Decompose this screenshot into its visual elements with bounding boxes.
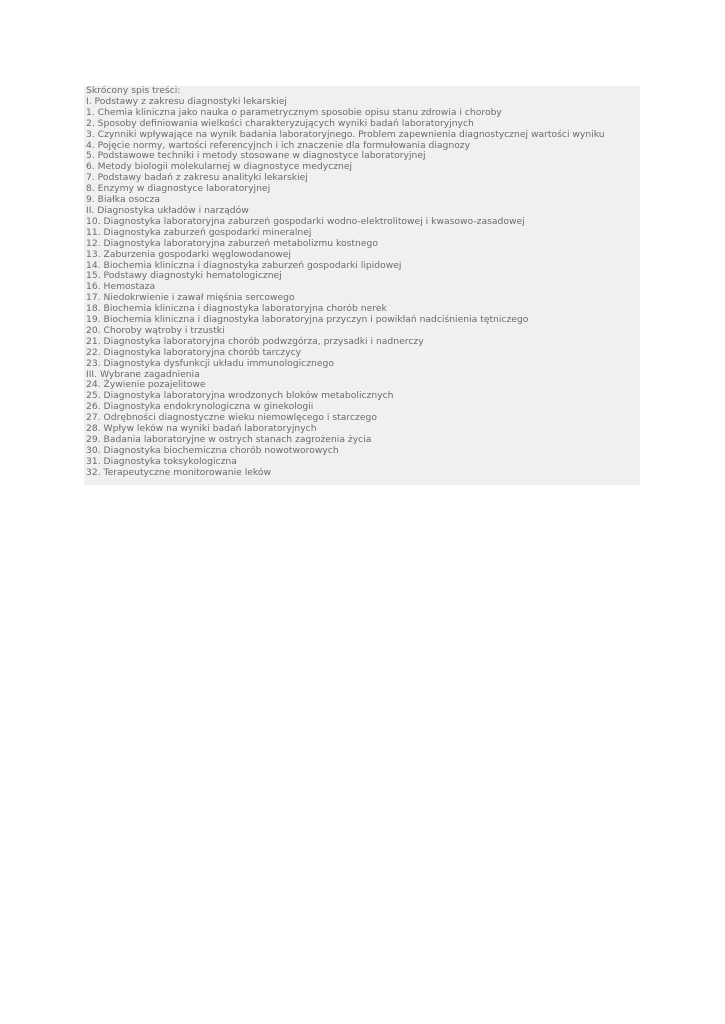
toc-item: 15. Podstawy diagnostyki hematologicznej: [86, 270, 282, 282]
toc-list: [86, 97, 640, 479]
toc-heading: Skrócony spis treści:: [86, 85, 181, 96]
toc-item: 8. Enzymy w diagnostyce laboratoryjnej: [86, 183, 271, 195]
toc-item: 16. Hemostaza: [86, 281, 156, 293]
toc-item: 18. Biochemia kliniczna i diagnostyka laboratoryjna chorób nerek: [86, 303, 387, 315]
toc-item: 27. Odrębności diagnostyczne wieku niemowlęcego i starczego: [86, 412, 377, 424]
toc-item: 11. Diagnostyka zaburzeń gospodarki mineralnej: [86, 226, 312, 238]
toc-item: 24. Żywienie pozajelitowe: [86, 379, 206, 391]
toc-item: 5. Podstawowe techniki i metody stosowane w diagnostyce laboratoryjnej: [86, 150, 426, 162]
toc-item: 4. Pojęcie normy, wartości referencyjnch i ich znaczenie dla formułowania diagnozy: [86, 139, 471, 151]
toc-item: I. Podstawy z zakresu diagnostyki lekarskiej: [86, 95, 287, 107]
toc-item: 23. Diagnostyka dysfunkcji układu immunologicznego: [86, 357, 334, 369]
toc-item: 13. Zaburzenia gospodarki węglowodanowej: [86, 248, 291, 260]
toc-item: 1. Chemia kliniczna jako nauka o parametrycznym sposobie opisu stanu zdrowia i choroby: [86, 106, 502, 118]
toc-item: 3. Czynniki wpływające na wynik badania laboratoryjnego. Problem zapewnienia diagnostycznej wartości wyniku: [86, 128, 605, 140]
table-of-contents: [84, 86, 640, 485]
toc-item: 6. Metody biologii molekularnej w diagnostyce medycznej: [86, 161, 353, 173]
toc-item: 12. Diagnostyka laboratoryjna zaburzeń metabolizmu kostnego: [86, 237, 378, 249]
toc-item: 9. Białka osocza: [86, 194, 161, 206]
toc-item: 14. Biochemia kliniczna i diagnostyka zaburzeń gospodarki lipidowej: [86, 259, 402, 271]
toc-item: 22. Diagnostyka laboratoryjna chorób tarczycy: [86, 346, 302, 358]
toc-item: II. Diagnostyka układów i narządów: [86, 204, 249, 216]
toc-item: 32. Terapeutyczne monitorowanie leków: [86, 466, 272, 478]
toc-item: 7. Podstawy badań z zakresu analityki lekarskiej: [86, 172, 308, 184]
toc-item: 26. Diagnostyka endokrynologiczna w ginekologii: [86, 401, 314, 413]
toc-item: 28. Wpływ leków na wyniki badań laboratoryjnych: [86, 423, 317, 435]
toc-item: 10. Diagnostyka laboratoryjna zaburzeń gospodarki wodno-elektrolitowej i kwasowo-zasadowej: [86, 215, 525, 227]
toc-item: 19. Biochemia kliniczna i diagnostyka laboratoryjna przyczyn i powikłań nadciśnienia tętniczego: [86, 314, 529, 326]
toc-item: 21. Diagnostyka laboratoryjna chorób podwzgórza, przysadki i nadnerczy: [86, 335, 424, 347]
toc-item: 17. Niedokrwienie i zawał mięśnia sercowego: [86, 292, 295, 304]
toc-item: 29. Badania laboratoryjne w ostrych stanach zagrożenia życia: [86, 434, 372, 445]
toc-item: 2. Sposoby definiowania wielkości charakteryzujących wyniki badań laboratoryjnych: [86, 117, 474, 129]
toc-item: 30. Diagnostyka biochemiczna chorób nowotworowych: [86, 444, 339, 456]
toc-item: 20. Choroby wątroby i trzustki: [86, 324, 225, 336]
toc-item: 25. Diagnostyka laboratoryjna wrodzonych bloków metabolicznych: [86, 390, 394, 402]
toc-item: 31. Diagnostyka toksykologiczna: [86, 455, 237, 467]
toc-item: III. Wybrane zagadnienia: [86, 368, 200, 380]
